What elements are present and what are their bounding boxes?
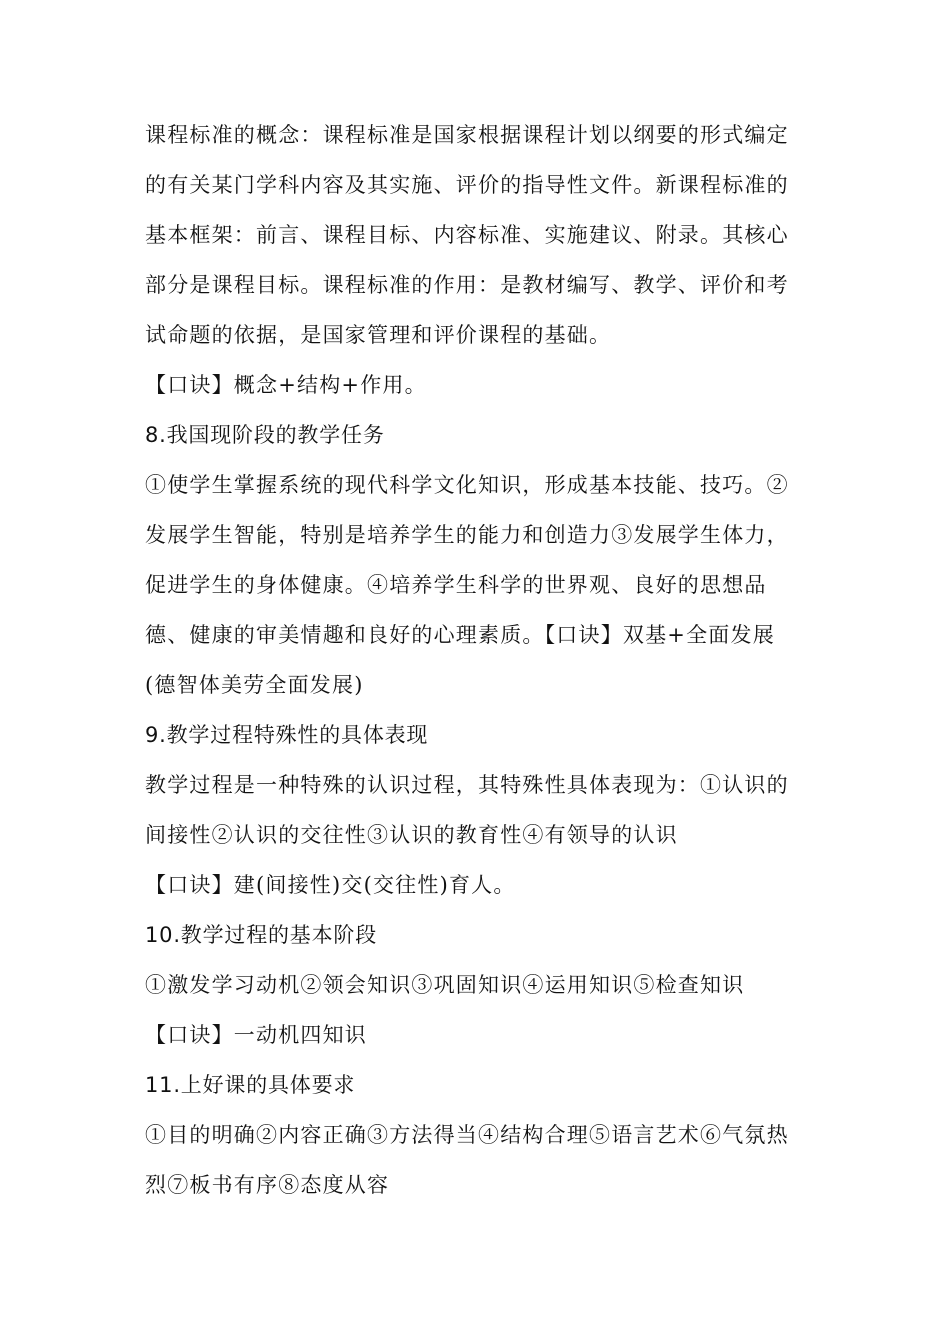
paragraph-line: ①激发学习动机②领会知识③巩固知识④运用知识⑤检查知识 — [145, 973, 745, 997]
section-heading-10: 10.教学过程的基本阶段 — [145, 923, 377, 947]
mnemonic-line: 【口诀】一动机四知识 — [145, 1023, 367, 1047]
paragraph-line: 烈⑦板书有序⑧态度从容 — [145, 1173, 390, 1197]
paragraph-line: ①使学生掌握系统的现代科学文化知识，形成基本技能、技巧。② — [145, 473, 789, 497]
mnemonic-line: 【口诀】建(间接性)交(交往性)育人。 — [145, 873, 516, 897]
paragraph-line: 德、健康的审美情趣和良好的心理素质。【口诀】双基+全面发展 — [145, 623, 775, 647]
section-heading-11: 11.上好课的具体要求 — [145, 1073, 356, 1097]
paragraph-line: 教学过程是一种特殊的认识过程，其特殊性具体表现为：①认识的 — [145, 773, 789, 797]
paragraph-line: 发展学生智能，特别是培养学生的能力和创造力③发展学生体力， — [145, 523, 789, 547]
paragraph-line: ①目的明确②内容正确③方法得当④结构合理⑤语言艺术⑥气氛热 — [145, 1123, 789, 1147]
section-heading-9: 9.教学过程特殊性的具体表现 — [145, 723, 429, 747]
paragraph-line: 课程标准的概念：课程标准是国家根据课程计划以纲要的形式编定 — [145, 123, 789, 147]
paragraph-line: 间接性②认识的交往性③认识的教育性④有领导的认识 — [145, 823, 678, 847]
paragraph-line: (德智体美劳全面发展) — [145, 673, 364, 697]
mnemonic-line: 【口诀】概念+结构+作用。 — [145, 373, 427, 397]
paragraph-line: 基本框架：前言、课程目标、内容标准、实施建议、附录。其核心 — [145, 223, 789, 247]
section-heading-8: 8.我国现阶段的教学任务 — [145, 423, 385, 447]
paragraph-line: 试命题的依据，是国家管理和评价课程的基础。 — [145, 323, 612, 347]
paragraph-line: 的有关某门学科内容及其实施、评价的指导性文件。新课程标准的 — [145, 173, 789, 197]
paragraph-line: 促进学生的身体健康。④培养学生科学的世界观、良好的思想品 — [145, 573, 767, 597]
document-page — [145, 110, 817, 1210]
paragraph-line: 部分是课程目标。课程标准的作用：是教材编写、教学、评价和考 — [145, 273, 789, 297]
